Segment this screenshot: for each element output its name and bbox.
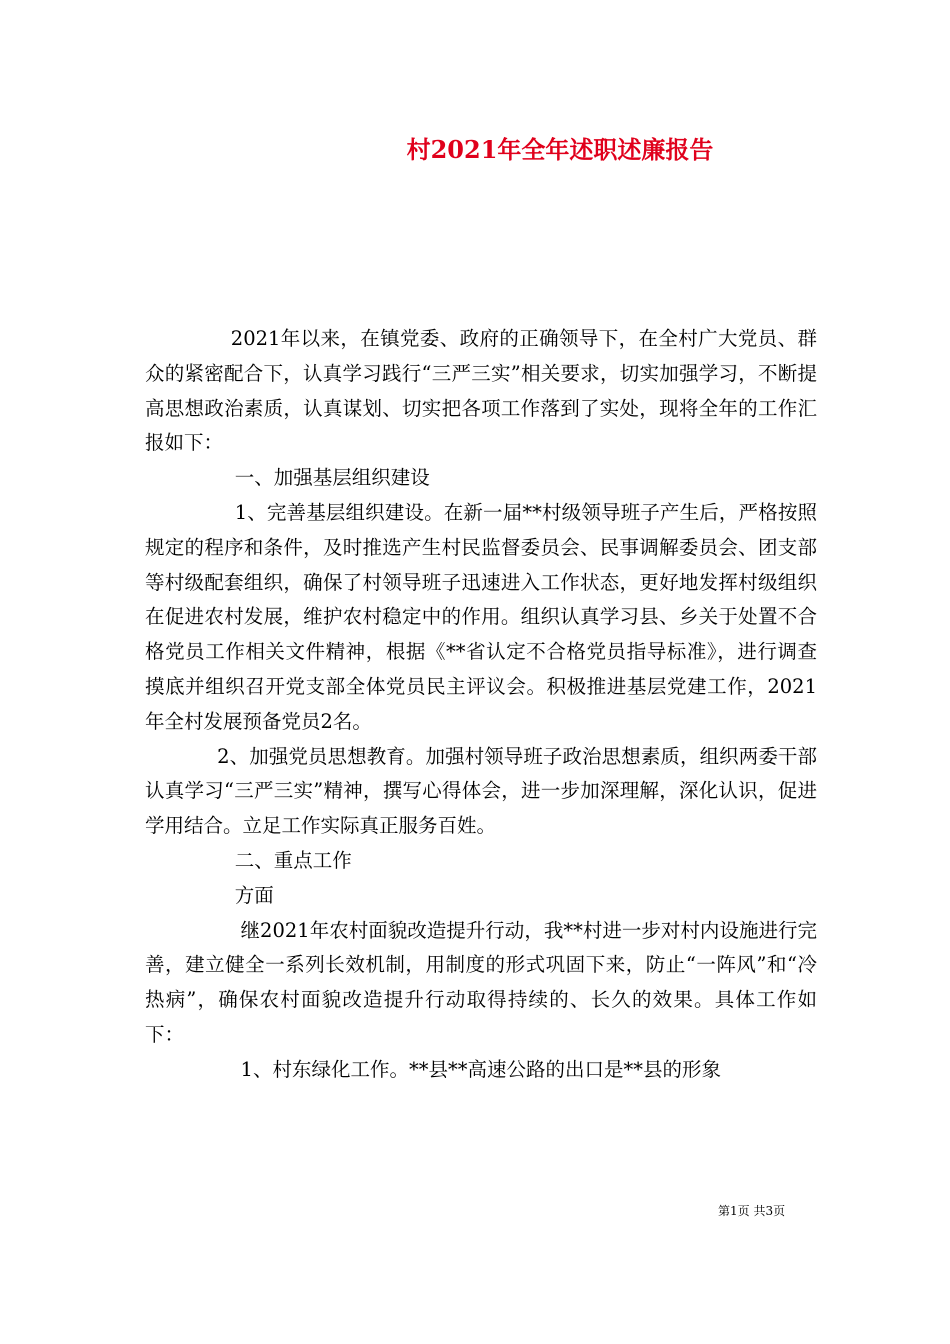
body-paragraph-4: 1、村东绿化工作。**县**高速公路的出口是**县的形象 (240, 1057, 721, 1081)
body-paragraph-1: 1、完善基层组织建设。在新一届**村级领导班子产生后，严格按照规定的程序和条件，及时推选产生村民监督委员会、民事调解委员会、团支部等村级配套组织，确保了村领导班子迅速进入工作状态，更好地发挥村级组织在促进农村发展，维护农村稳定中的作用。组织认真学习县、乡关于处置不合格党员工作相关文件精神，根据《**省认定不合格党员指导标准》，进行调查摸底并组织召开党支部全体党员民主评议会。积极推进基层党建工作，2021年全村发展预备党员2名。 (145, 500, 817, 733)
document-title: 村2021年全年述职述廉报告 (406, 135, 714, 164)
page-number: 第1页 共3页 (718, 1204, 786, 1218)
intro-paragraph: 2021年以来，在镇党委、政府的正确领导下，在全村广大党员、群众的紧密配合下，认真学习践行“三严三实”相关要求，切实加强学习，不断提高思想政治素质，认真谋划、切实把各项工作落到了实处，现将全年的工作汇报如下： (145, 327, 817, 455)
body-paragraph-3: 继2021年农村面貌改造提升行动，我**村进一步对村内设施进行完善，建立健全一系列长效机制，用制度的形式巩固下来，防止“一阵风”和“冷热病”，确保农村面貌改造提升行动取得持续的、长久的效果。具体工作如下： (145, 918, 817, 1046)
section-heading-2: 二、重点工作 (234, 848, 352, 872)
section-heading-1: 一、加强基层组织建设 (234, 466, 430, 490)
document-body (145, 322, 817, 1088)
subsection-label: 方面 (234, 883, 274, 907)
body-paragraph-2: 2、加强党员思想教育。加强村领导班子政治思想素质，组织两委干部认真学习“三严三实”精神，撰写心得体会，进一步加深理解，深化认识，促进学用结合。立足工作实际真正服务百姓。 (145, 744, 817, 838)
